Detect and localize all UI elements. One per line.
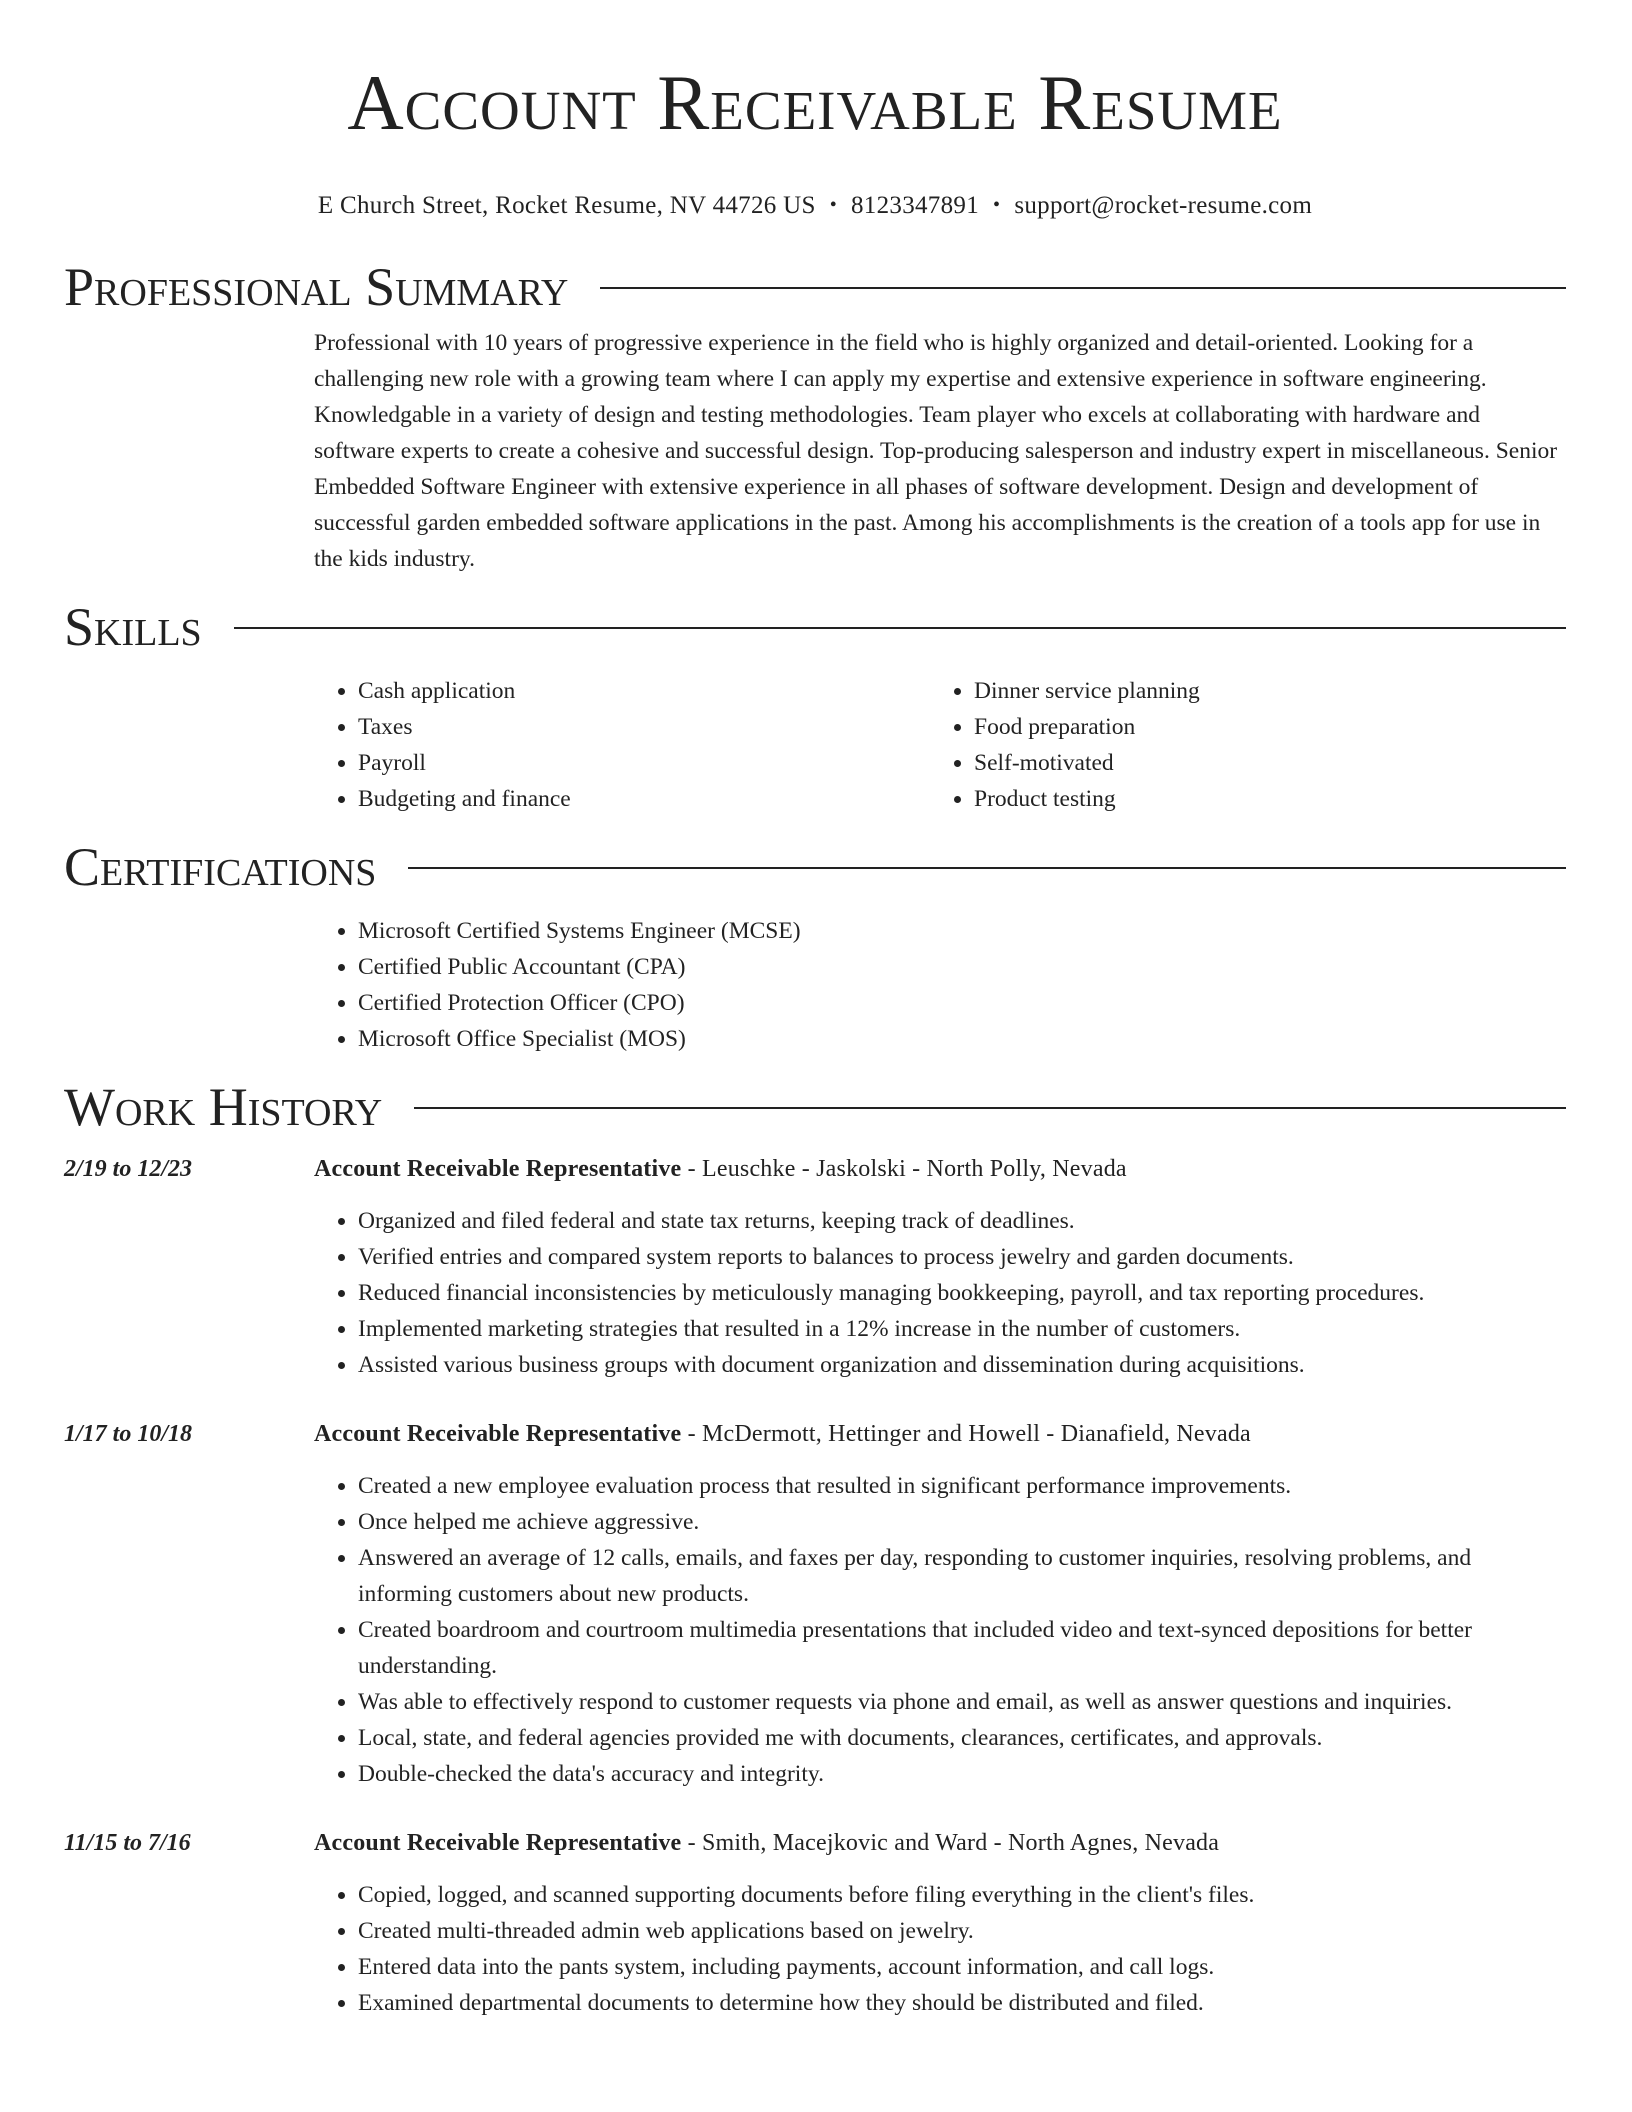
job-dates: 11/15 to 7/16	[64, 1830, 191, 1856]
job-employer: - McDermott, Hettinger and Howell - Dianafield, Nevada	[681, 1421, 1251, 1447]
job-bullets	[314, 1877, 1566, 2021]
contact-line	[64, 190, 1566, 221]
job-main	[314, 1825, 1566, 2021]
job-bullet: • Copied, logged, and scanned supporting documents before filing everything in the client's files.	[358, 1877, 1566, 1913]
contact-email: support@rocket-resume.com	[1014, 192, 1313, 219]
certification-item: • Microsoft Certified Systems Engineer (MCSE)	[358, 913, 1566, 949]
job-employer: - Leuschke - Jaskolski - North Polly, Nevada	[681, 1156, 1127, 1182]
skill-item: • Cash application	[358, 673, 930, 709]
job-title: Account Receivable Representative	[314, 1421, 682, 1447]
job-bullet: • Implemented marketing strategies that resulted in a 12% increase in the number of customers.	[358, 1311, 1566, 1347]
job-bullet: • Answered an average of 12 calls, emails, and faxes per day, responding to customer inquiries, resolving problems, and informing customers about new products.	[358, 1540, 1566, 1612]
job-dates: 2/19 to 12/23	[64, 1156, 193, 1182]
job-title-line	[314, 1825, 1566, 1861]
job-bullet: • Local, state, and federal agencies provided me with documents, clearances, certificates, and approvals.	[358, 1720, 1566, 1756]
skills-heading: Skills	[64, 597, 202, 657]
certifications-heading: Certifications	[64, 837, 377, 897]
contact-separator: •	[829, 194, 837, 216]
skills-list-right	[930, 673, 1546, 817]
job-bullets	[314, 1203, 1566, 1383]
job-bullet: • Was able to effectively respond to customer requests via phone and email, as well as answer questions and inquiries.	[358, 1684, 1566, 1720]
certification-item: • Certified Protection Officer (CPO)	[358, 985, 1566, 1021]
skills-list-left	[314, 673, 930, 817]
skill-item: • Payroll	[358, 745, 930, 781]
skill-item: • Dinner service planning	[974, 673, 1546, 709]
work-history-heading: Work History	[64, 1077, 383, 1137]
skill-item: • Self-motivated	[974, 745, 1546, 781]
job-entry	[64, 1151, 1566, 1383]
job-dates: 1/17 to 10/18	[64, 1421, 193, 1447]
resume-page	[64, 0, 1566, 2021]
job-bullet: • Double-checked the data's accuracy and integrity.	[358, 1756, 1566, 1792]
section-divider	[408, 867, 1566, 869]
summary-text: Professional with 10 years of progressive experience in the field who is highly organized and detail-oriented. Looking for a challenging new role with a growing team where I can apply my expertise and extensive experience in software engineering. Knowledgable in a variety of design and testing methodologies. Team player who excels at collaborating with hardware and software experts to create a cohesive and successful design. Top-producing salesperson and industry expert in miscellaneous. Senior Embedded Software Engineer with extensive experience in all phases of software development. Design and development of successful garden embedded software applications in the past. Among his accomplishments is the creation of a tools app for use in the kids industry.	[314, 330, 1558, 572]
resume-title: Account Receivable Resume	[347, 59, 1283, 146]
work-history-section	[64, 1079, 1566, 2021]
job-entry	[64, 1416, 1566, 1792]
job-bullet: • Examined departmental documents to determine how they should be distributed and filed.	[358, 1985, 1566, 2021]
job-employer: - Smith, Macejkovic and Ward - North Agnes, Nevada	[681, 1830, 1220, 1856]
skill-item: • Product testing	[974, 781, 1546, 817]
certification-item: • Microsoft Office Specialist (MOS)	[358, 1021, 1566, 1057]
section-divider	[234, 627, 1566, 629]
job-bullet: • Organized and filed federal and state tax returns, keeping track of deadlines.	[358, 1203, 1566, 1239]
job-bullet: • Created boardroom and courtroom multimedia presentations that included video and text-synced depositions for better understanding.	[358, 1612, 1566, 1684]
contact-address: E Church Street, Rocket Resume, NV 44726 US	[317, 192, 816, 219]
skill-item: • Budgeting and finance	[358, 781, 930, 817]
job-bullet: • Once helped me achieve aggressive.	[358, 1504, 1566, 1540]
section-divider	[414, 1107, 1566, 1109]
job-title-line	[314, 1151, 1566, 1187]
job-entry	[64, 1825, 1566, 2021]
job-bullet: • Entered data into the pants system, including payments, account information, and call logs.	[358, 1949, 1566, 1985]
skills-section	[64, 599, 1566, 817]
job-bullets	[314, 1468, 1566, 1792]
job-bullet: • Created a new employee evaluation process that resulted in significant performance improvements.	[358, 1468, 1566, 1504]
section-divider	[600, 287, 1566, 289]
work-history-header	[64, 1079, 1566, 1135]
contact-phone: 8123347891	[851, 192, 979, 219]
skills-header	[64, 599, 1566, 655]
certifications-list	[314, 913, 1566, 1057]
skill-item: • Food preparation	[974, 709, 1546, 745]
skill-item: • Taxes	[358, 709, 930, 745]
job-main	[314, 1151, 1566, 1383]
job-title: Account Receivable Representative	[314, 1830, 682, 1856]
certifications-section	[64, 839, 1566, 1057]
skills-grid	[314, 673, 1566, 817]
certifications-body	[314, 913, 1566, 1057]
job-title: Account Receivable Representative	[314, 1156, 682, 1182]
summary-body	[314, 325, 1566, 577]
contact-separator: •	[993, 194, 1001, 216]
summary-section	[64, 259, 1566, 577]
summary-header	[64, 259, 1566, 315]
certification-item: • Certified Public Accountant (CPA)	[358, 949, 1566, 985]
certifications-header	[64, 839, 1566, 895]
job-bullet: • Verified entries and compared system reports to balances to process jewelry and garden documents.	[358, 1239, 1566, 1275]
job-bullet: • Reduced financial inconsistencies by meticulously managing bookkeeping, payroll, and tax reporting procedures.	[358, 1275, 1566, 1311]
job-bullet: • Created multi-threaded admin web applications based on jewelry.	[358, 1913, 1566, 1949]
job-main	[314, 1416, 1566, 1792]
job-title-line	[314, 1416, 1566, 1452]
summary-heading: Professional Summary	[64, 257, 569, 317]
job-bullet: • Assisted various business groups with document organization and dissemination during acquisitions.	[358, 1347, 1566, 1383]
